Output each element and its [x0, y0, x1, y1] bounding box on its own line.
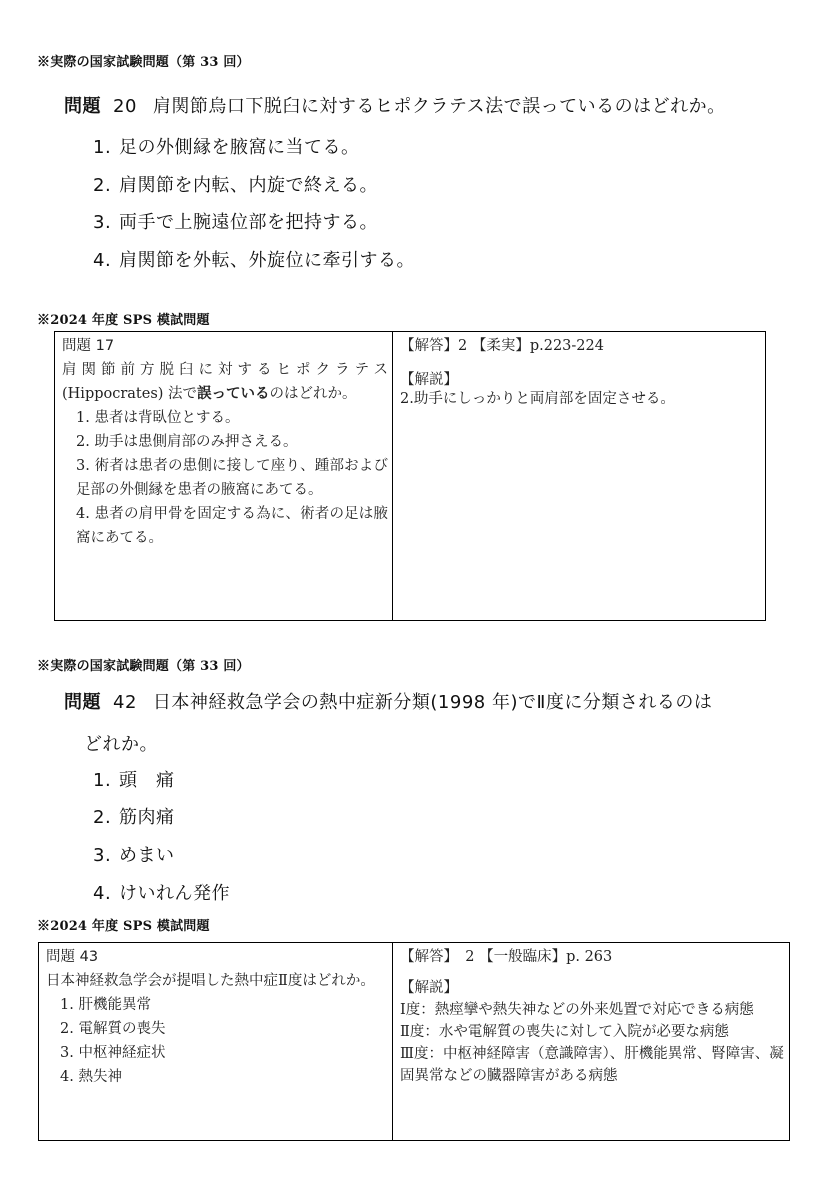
- question-text-line2: どれか。: [84, 734, 158, 755]
- option-3: 3. 両手で上腕遠位部を把持する。: [93, 212, 378, 233]
- answer-line: 【解答】 2 【一般臨床】p. 263: [400, 949, 613, 965]
- answer-cell: [393, 332, 765, 620]
- answer-line: 【解答】2 【柔実】p.223-224: [400, 338, 604, 354]
- exam-question-20: [64, 92, 726, 118]
- answer-cell: [393, 943, 789, 1140]
- option-1: 1. 頭 痛: [93, 770, 175, 791]
- question-text-line1: 日本神経救急学会の熱中症新分類(1998 年)でⅡ度に分類されるのは: [152, 692, 713, 713]
- option-2: 2. 電解質の喪失: [60, 1021, 166, 1037]
- section1-note: ※実際の国家試験問題（第 33 回）: [37, 55, 250, 70]
- explanation-heading: 【解説】: [400, 980, 458, 996]
- option-2: 2. 助手は患側肩部のみ押さえる。: [76, 434, 298, 450]
- section3-note: ※実際の国家試験問題（第 33 回）: [37, 659, 250, 674]
- option-4: 4. 熱失神: [60, 1069, 122, 1085]
- question-text: 肩関節前方脱臼に対するヒポクラテス (Hippocrates) 法で誤っているのはどれか。: [62, 362, 388, 402]
- option-4: 4. けいれん発作: [93, 883, 230, 904]
- explanation-text: 2.助手にしっかりと両肩部を固定させる。: [400, 391, 675, 407]
- question-label: 問題: [64, 692, 101, 713]
- question-cell: [55, 332, 393, 620]
- option-3: 3. 中枢神経症状: [60, 1045, 166, 1061]
- question-title: 問題 17: [62, 338, 115, 354]
- exam-question-42: [64, 688, 712, 714]
- question-text: 肩関節烏口下脱臼に対するヒポクラテス法で誤っているのはどれか。: [152, 96, 726, 117]
- question-label: 問題: [64, 96, 101, 117]
- option-3: 3. 術者は患者の患側に接して座り、踵部および足部の外側縁を患者の腋窩にあてる。: [76, 458, 388, 498]
- section2-note: ※2024 年度 SPS 模試問題: [37, 313, 210, 328]
- question-text: 日本神経救急学会が提唱した熱中症Ⅱ度はどれか。: [46, 973, 375, 989]
- option-1: 1. 足の外側縁を腋窩に当てる。: [93, 137, 360, 158]
- option-2: 2. 筋肉痛: [93, 807, 175, 828]
- option-4: 4. 肩関節を外転、外旋位に牽引する。: [93, 250, 415, 271]
- option-2: 2. 肩関節を内転、内旋で終える。: [93, 175, 378, 196]
- question-cell: [39, 943, 393, 1140]
- section4-note: ※2024 年度 SPS 模試問題: [37, 919, 210, 934]
- explanation-item-2: Ⅱ度：水や電解質の喪失に対して入院が必要な病態: [400, 1024, 729, 1040]
- option-1: 1. 患者は背臥位とする。: [76, 410, 240, 426]
- option-3: 3. めまい: [93, 845, 175, 866]
- mock-question-17-table: [54, 331, 766, 621]
- question-number: 42: [113, 692, 137, 713]
- question-title: 問題 43: [46, 949, 99, 965]
- question-number: 20: [113, 96, 137, 117]
- explanation-item-3: Ⅲ度：中枢神経障害（意識障害）、肝機能異常、腎障害、凝固異常などの臓器障害がある病態: [400, 1046, 784, 1084]
- option-1: 1. 肝機能異常: [60, 997, 151, 1013]
- mock-question-43-table: [38, 942, 790, 1141]
- option-4: 4. 患者の肩甲骨を固定する為に、術者の足は腋窩にあてる。: [76, 506, 388, 546]
- explanation-item-1: Ⅰ度：熱痙攣や熱失神などの外来処置で対応できる病態: [400, 1002, 754, 1018]
- explanation-heading: 【解説】: [400, 372, 458, 388]
